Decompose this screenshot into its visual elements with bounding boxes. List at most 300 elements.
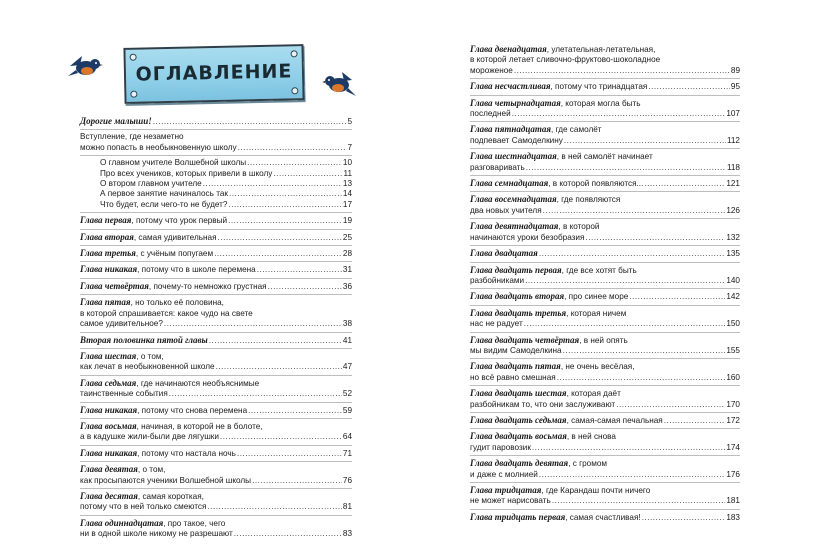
chapter-description: последней (470, 109, 511, 119)
toc-line (470, 443, 740, 453)
chapter-description: нас не радует (470, 319, 523, 329)
toc-entry[interactable] (80, 116, 352, 130)
chapter-heading: Глава четвёртая (80, 280, 149, 291)
toc-line (80, 502, 352, 512)
toc-entry[interactable] (80, 281, 352, 295)
toc-entry[interactable] (80, 158, 352, 213)
toc-line (80, 448, 352, 459)
toc-line (470, 276, 740, 286)
page-number: 13 (342, 179, 352, 189)
chapter-heading: Глава пятнадцатая (470, 124, 552, 135)
toc-entry[interactable] (470, 415, 740, 429)
dot-leader (220, 432, 342, 442)
toc-line-text (80, 248, 213, 259)
dot-leader (642, 513, 726, 523)
toc-line-text (470, 163, 525, 173)
chapter-heading: Глава двадцать шестая (470, 388, 567, 399)
toc-line (80, 351, 352, 362)
page-number: 64 (342, 432, 352, 442)
page-number: 5 (347, 117, 352, 126)
dot-leader (512, 109, 726, 119)
dot-leader (552, 496, 726, 506)
chapter-description: два новых учителя (470, 205, 542, 215)
chapter-description: , где начинаются необъяснимые (136, 378, 260, 388)
toc-entry[interactable] (80, 405, 352, 419)
dot-leader (252, 476, 342, 486)
dot-leader (564, 136, 726, 146)
toc-line (470, 81, 740, 92)
toc-line (80, 432, 352, 442)
toc-line-text (80, 281, 267, 292)
dot-leader (237, 449, 342, 459)
dot-leader (664, 416, 726, 426)
chapter-heading: Глава двадцать третья (470, 307, 567, 318)
toc-line (470, 178, 740, 189)
dot-leader (209, 336, 342, 346)
chapter-description: А первое занятие начиналось так (100, 189, 228, 199)
toc-line (470, 388, 740, 399)
toc-line-text (100, 169, 272, 179)
toc-line-text (80, 518, 225, 529)
toc-entry[interactable] (80, 248, 352, 262)
chapter-heading: Вторая половинка пятой главы (80, 334, 208, 345)
toc-line-text (470, 44, 655, 55)
chapter-description: разбойникам то, что они заслуживают (470, 399, 616, 409)
page-number: 59 (342, 405, 352, 415)
chapter-description: подпевает Самоделкину (470, 135, 563, 145)
chapter-description: ни в одной школе никому не разрешают (80, 529, 233, 539)
toc-line-text (80, 309, 253, 319)
toc-line-text (470, 308, 626, 319)
toc-line (470, 458, 740, 469)
toc-line-text (100, 200, 227, 210)
page-number: 142 (726, 292, 740, 302)
page-title: ОГЛАВЛЕНИЕ (135, 60, 293, 86)
dot-leader (268, 282, 342, 292)
toc-line (80, 297, 352, 308)
chapter-heading: Глава вторая (80, 231, 134, 242)
nail-icon (130, 91, 137, 98)
chapter-description: , не очень весёлая, (560, 362, 635, 372)
dot-leader (644, 179, 725, 189)
chapter-description: , которая ничем (566, 308, 627, 318)
chapter-heading: Глава тридцатая (470, 485, 542, 495)
chapter-heading: Глава двенадцатая (470, 44, 547, 54)
chapter-heading: Глава двадцатая (470, 248, 538, 259)
toc-entry[interactable] (470, 221, 740, 246)
page-number: 112 (726, 135, 740, 145)
page-number: 135 (726, 249, 740, 259)
toc-line-text (470, 415, 663, 426)
dot-leader (539, 470, 725, 480)
toc-entry[interactable] (470, 512, 740, 525)
nail-icon (291, 87, 298, 94)
toc-line-text (470, 109, 511, 119)
chapter-heading: Глава двадцать седьмая (470, 414, 567, 425)
toc-line (80, 189, 352, 199)
chapter-description: , с громом (568, 459, 608, 469)
toc-line-text (80, 297, 224, 308)
chapter-heading: Глава шестнадцатая (470, 151, 557, 162)
toc-line-text (470, 291, 628, 302)
dot-leader (514, 66, 730, 76)
toc-line-text (80, 362, 215, 372)
toc-entry[interactable] (80, 378, 352, 403)
dot-leader (532, 443, 725, 453)
toc-line-text (80, 421, 263, 432)
toc-entry[interactable] (470, 291, 740, 305)
toc-line-text (100, 179, 202, 189)
toc-entry[interactable] (80, 464, 352, 489)
page-number: 126 (726, 205, 740, 215)
page-number: 47 (342, 362, 352, 372)
chapter-heading: Глава никакая (80, 264, 138, 275)
toc-line (470, 136, 740, 146)
page-number: 19 (342, 216, 352, 226)
nail-icon (291, 50, 298, 57)
page-number: 121 (726, 179, 740, 189)
toc-left-column (80, 116, 352, 544)
page-number: 172 (726, 415, 740, 425)
page-number: 83 (342, 529, 352, 539)
chapter-description: , где появляются (556, 195, 621, 205)
toc-line-text (470, 485, 650, 496)
toc-entry[interactable] (470, 81, 740, 95)
page-number: 118 (726, 162, 740, 172)
page-number: 17 (342, 199, 352, 209)
chapter-heading: Глава двадцать пятая (470, 361, 561, 372)
page-number: 52 (342, 389, 352, 399)
page-number: 28 (342, 249, 352, 259)
chapter-description: Про всех учеников, которых привели в школу (100, 168, 273, 178)
page-number: 170 (726, 399, 740, 409)
toc-line-text (470, 373, 556, 383)
toc-line (470, 151, 740, 162)
toc-entry[interactable] (470, 485, 740, 510)
toc-line-text (80, 405, 247, 416)
page-number: 11 (343, 168, 352, 178)
toc-entry[interactable] (470, 151, 740, 176)
toc-line (470, 346, 740, 356)
toc-line (80, 132, 352, 142)
chapter-description: , самая удивительная (133, 232, 217, 242)
toc-entry[interactable] (80, 518, 352, 542)
toc-line (80, 476, 352, 486)
toc-line (470, 66, 740, 76)
toc-line (80, 335, 352, 346)
toc-line (470, 98, 740, 109)
toc-line-text (80, 378, 259, 389)
toc-entry[interactable] (470, 248, 740, 262)
toc-entry[interactable] (470, 335, 740, 360)
chapter-heading: Глава двадцать четвёртая (470, 334, 580, 345)
dot-leader (629, 292, 725, 302)
chapter-description: самое удивительное? (80, 319, 163, 329)
toc-entry[interactable] (80, 297, 352, 332)
toc-line-text (80, 232, 217, 243)
toc-entry[interactable] (80, 132, 352, 156)
toc-entry[interactable] (470, 431, 740, 456)
page-number: 155 (726, 345, 740, 355)
chapter-description: разбойниками (470, 275, 525, 285)
toc-line (470, 319, 740, 329)
left-page (0, 0, 410, 540)
toc-line (470, 512, 740, 523)
toc-line (470, 431, 740, 442)
chapter-description: , потому что настала ночь (137, 448, 236, 458)
dot-leader (203, 179, 342, 189)
dot-leader (273, 169, 342, 179)
chapter-heading: Глава двадцать девятая (470, 458, 569, 469)
bird-icon (66, 52, 104, 82)
toc-line (470, 221, 740, 232)
chapter-heading: Глава седьмая (80, 377, 137, 388)
toc-line-text (470, 265, 637, 276)
toc-line-text (470, 496, 551, 506)
page-number: 31 (342, 265, 352, 275)
toc-line-text (470, 221, 600, 232)
chapter-description: , самая короткая, (137, 491, 204, 501)
chapter-heading: Глава первая (80, 215, 132, 226)
chapter-description: в которой летает сливочно-фруктово-шоколадное (470, 55, 661, 65)
toc-line (80, 116, 352, 127)
toc-line (80, 421, 352, 432)
toc-line (470, 44, 740, 55)
toc-line-text (470, 248, 538, 259)
toc-line (80, 200, 352, 210)
chapter-heading: Глава пятая (80, 297, 131, 308)
toc-entry[interactable] (80, 351, 352, 376)
chapter-description: а в кадушке жили-были две лягушки (80, 432, 219, 442)
toc-entry[interactable] (80, 491, 352, 516)
toc-line (80, 281, 352, 292)
chapter-description: , потому что снова перемена (137, 405, 248, 415)
chapter-description: , в которой появляются... (548, 179, 644, 189)
toc-line-text (80, 215, 227, 226)
chapter-description: , самая счастливая! (565, 512, 641, 522)
toc-line-text (470, 233, 584, 243)
toc-entry[interactable] (470, 194, 740, 219)
toc-line-text (470, 124, 602, 135)
dot-leader (228, 216, 342, 226)
dot-leader (229, 189, 342, 199)
toc-line-text (470, 346, 562, 356)
toc-line-text (80, 476, 251, 486)
page-number: 150 (726, 319, 740, 329)
chapter-description: , с учёным попугаем (135, 249, 214, 259)
chapter-description: , в ней самолёт начинает (556, 152, 653, 162)
toc-line-text (100, 189, 228, 199)
toc-line-text (470, 443, 531, 453)
chapter-description: как просыпаются ученики Волшебной школы (80, 475, 252, 485)
chapter-description: и даже с молнией (470, 469, 538, 479)
chapter-heading: Глава восемнадцатая (470, 194, 557, 205)
toc-line (80, 264, 352, 275)
toc-line (470, 124, 740, 135)
page-number: 160 (726, 372, 740, 382)
toc-line-text (470, 319, 523, 329)
chapter-heading: Глава двадцать первая (470, 264, 562, 275)
toc-entry[interactable] (80, 421, 352, 446)
chapter-description: мороженое (470, 65, 513, 75)
toc-line-text (80, 132, 184, 142)
toc-line (80, 389, 352, 399)
chapter-description: , где самолёт (551, 125, 602, 135)
chapter-heading: Глава двадцать вторая (470, 291, 565, 302)
chapter-description: в которой спрашивается: какое чудо на свете (80, 308, 253, 318)
toc-line (470, 361, 740, 372)
toc-entry[interactable] (80, 232, 352, 246)
chapter-description: , потому что тринадцатая (550, 82, 648, 92)
toc-line (80, 169, 352, 179)
toc-line-text (470, 206, 542, 216)
toc-line (470, 335, 740, 346)
dot-leader (557, 373, 726, 383)
page-number: 14 (342, 189, 352, 199)
toc-line-text (80, 502, 206, 512)
toc-line (470, 55, 740, 65)
bird-icon (322, 70, 358, 100)
chapter-heading: Глава десятая (80, 490, 138, 501)
toc-line (470, 163, 740, 173)
toc-entry[interactable] (470, 265, 740, 290)
dot-leader (169, 389, 342, 399)
toc-line-text (470, 98, 641, 109)
chapter-heading: Глава тридцать первая (470, 511, 566, 522)
dot-leader (207, 502, 341, 512)
toc-right-column (470, 44, 740, 527)
toc-line (470, 485, 740, 496)
dot-leader (228, 200, 341, 210)
dot-leader (648, 82, 730, 92)
chapter-description: , но только её половина, (130, 298, 224, 308)
toc-entry[interactable] (80, 448, 352, 462)
dot-leader (153, 117, 347, 127)
nail-icon (130, 54, 137, 61)
toc-line-text (470, 388, 621, 399)
page-number: 176 (726, 469, 740, 479)
chapter-description: , о том, (137, 465, 166, 475)
toc-line-text (80, 264, 256, 275)
chapter-description: начинаются уроки безобразия (470, 232, 585, 242)
dot-leader (234, 529, 342, 539)
toc-line-text (80, 432, 219, 442)
title-plate (123, 44, 304, 104)
toc-entry[interactable] (80, 335, 352, 349)
toc-line (80, 405, 352, 416)
toc-line (470, 109, 740, 119)
toc-line-text (470, 470, 538, 480)
dot-leader (216, 362, 342, 372)
toc-entry[interactable] (470, 308, 740, 333)
chapter-description: , про такое, чего (163, 518, 226, 528)
toc-line (80, 529, 352, 539)
toc-line-text (470, 431, 616, 442)
dot-leader (585, 233, 725, 243)
chapter-description: , в ней снова (566, 432, 616, 442)
toc-entry[interactable] (470, 124, 740, 149)
toc-line (80, 518, 352, 529)
dot-leader (214, 249, 342, 259)
page-number: 71 (342, 448, 352, 458)
page-number: 132 (726, 232, 740, 242)
toc-line-text (470, 458, 607, 469)
page-number: 10 (342, 158, 352, 168)
toc-entry[interactable] (470, 361, 740, 386)
toc-line-text (80, 529, 233, 539)
toc-line-text (470, 400, 615, 410)
chapter-heading: Глава несчастливая (470, 81, 551, 92)
toc-line (80, 158, 352, 168)
toc-line-text (470, 194, 620, 205)
page-number: 41 (342, 335, 352, 345)
chapter-description: , про синее море (564, 292, 629, 302)
toc-line (80, 491, 352, 502)
toc-line (80, 464, 352, 475)
toc-line (80, 248, 352, 259)
toc-line (470, 233, 740, 243)
toc-line (470, 415, 740, 426)
toc-entry[interactable] (470, 178, 740, 192)
dot-leader (238, 143, 347, 153)
chapter-description: , улетательная-летательная, (546, 45, 656, 54)
toc-line (470, 265, 740, 276)
toc-entry[interactable] (470, 44, 740, 79)
page-number: 81 (342, 502, 352, 512)
chapter-description: но всё равно смешная (470, 372, 556, 382)
dot-leader (164, 319, 342, 329)
toc-line-text (80, 389, 168, 399)
chapter-heading: Глава девятая (80, 464, 138, 475)
toc-entry[interactable] (80, 215, 352, 229)
chapter-description: О втором главном учителе (100, 179, 202, 189)
toc-line (80, 215, 352, 226)
toc-entry[interactable] (470, 98, 740, 123)
chapter-description: не может нарисовать (470, 496, 551, 506)
chapter-description: Что будет, если чего-то не будет? (100, 199, 228, 209)
toc-line-text (470, 55, 660, 65)
toc-line (470, 470, 740, 480)
toc-line-text (470, 66, 513, 76)
chapter-description: , где все хотят быть (561, 265, 637, 275)
dot-leader (563, 346, 726, 356)
page-number: 183 (726, 512, 740, 522)
dot-leader (247, 158, 342, 168)
toc-entry[interactable] (470, 388, 740, 413)
chapter-heading: Глава четырнадцатая (470, 97, 561, 108)
chapter-description: разговаривать (470, 162, 525, 172)
toc-line (470, 308, 740, 319)
chapter-heading: Глава никакая (80, 404, 138, 415)
page-number: 25 (342, 232, 352, 242)
page-number: 89 (730, 65, 740, 75)
toc-line-text (80, 351, 164, 362)
page-number: 95 (730, 82, 740, 92)
page-number: 174 (726, 442, 740, 452)
chapter-description: , где Карандаш почти ничего (541, 486, 651, 495)
toc-line (80, 309, 352, 319)
toc-line-text (470, 178, 643, 189)
toc-line-text (470, 512, 641, 523)
toc-entry[interactable] (80, 264, 352, 278)
toc-line-text (100, 158, 246, 168)
toc-entry[interactable] (470, 458, 740, 483)
toc-line (470, 206, 740, 216)
toc-line (470, 291, 740, 302)
toc-line-text (470, 361, 634, 372)
chapter-description: гудит паровозик (470, 442, 531, 452)
toc-line-text (470, 335, 628, 346)
